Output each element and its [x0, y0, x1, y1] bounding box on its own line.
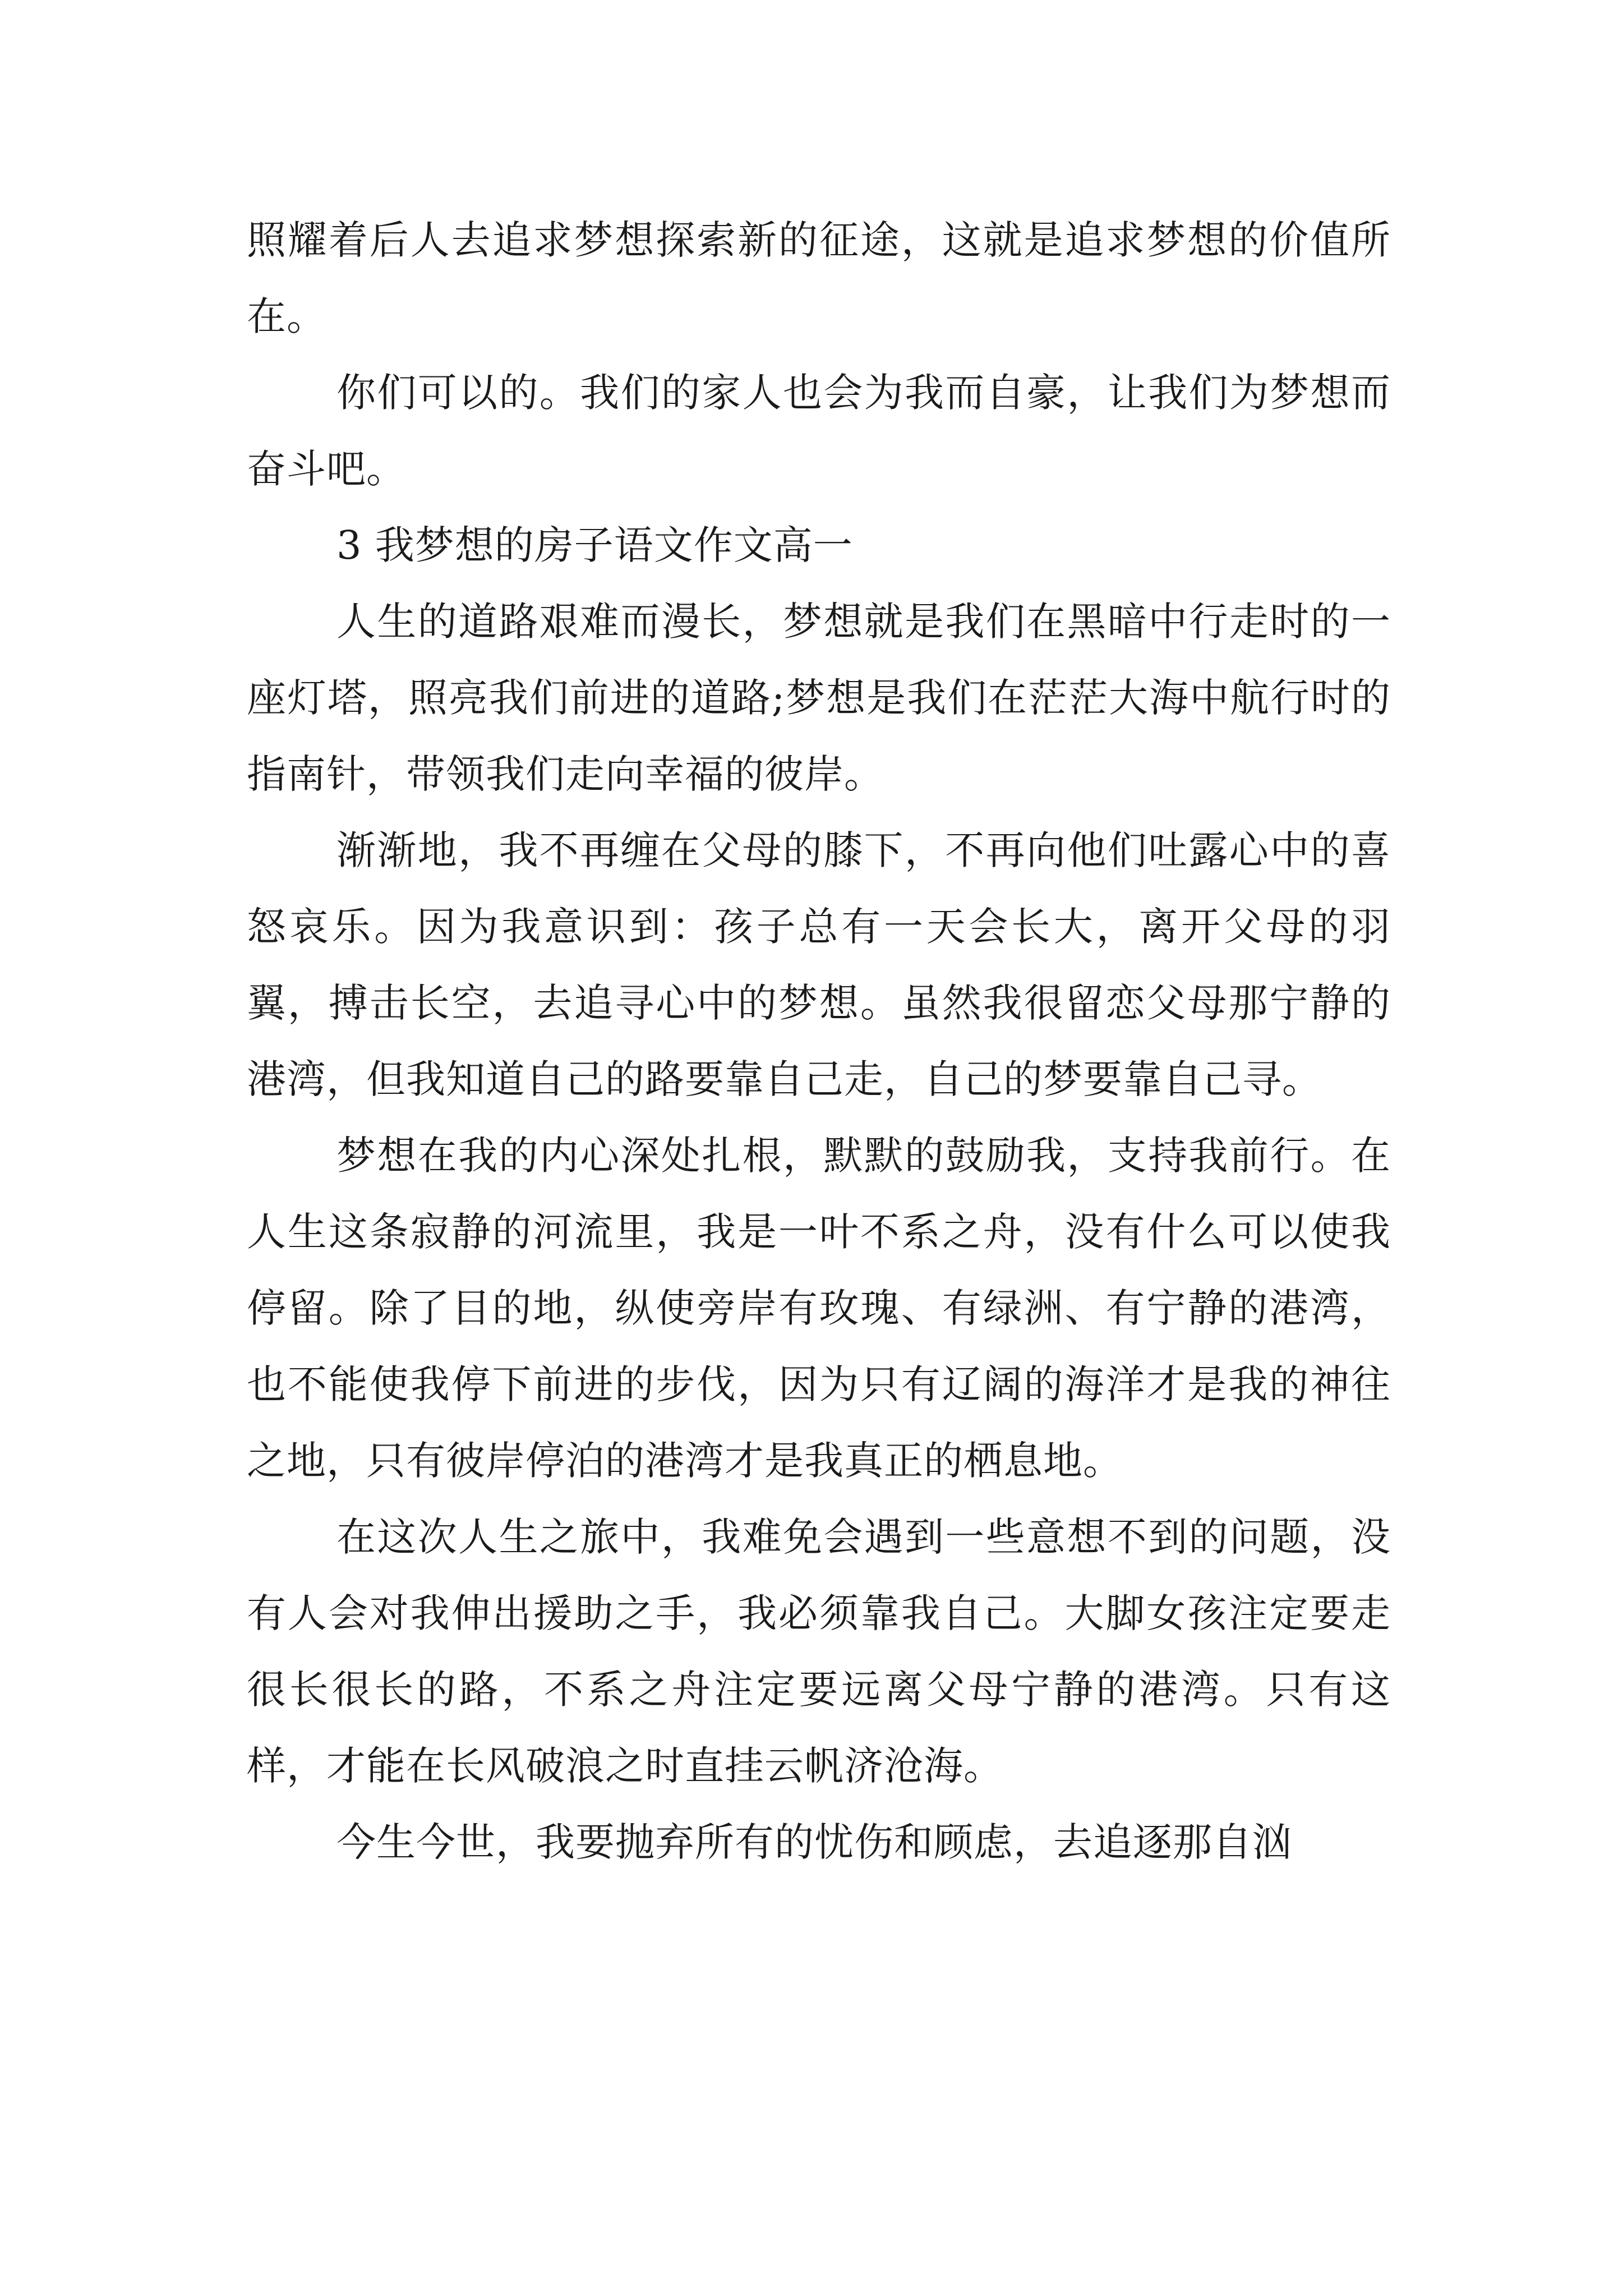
- document-body: [247, 202, 1391, 1880]
- section-heading: 3 我梦想的房子语文作文高一: [336, 522, 853, 568]
- paragraph: 今生今世，我要抛弃所有的忧伤和顾虑，去追逐那自汹: [336, 1819, 1292, 1865]
- paragraph: 渐渐地，我不再缠在父母的膝下，不再向他们吐露心中的喜怒哀乐。因为我意识到：孩子总有一天会长大，离开父母的羽翼，搏击长空，去追寻心中的梦想。虽然我很留恋父母那宁静的港湾，但我知道自己的路要靠自己走，自己的梦要靠自己寻。: [247, 827, 1391, 1102]
- paragraph-continuation: 照耀着后人去追求梦想探索新的征途，这就是追求梦想的价值所在。: [247, 217, 1391, 339]
- paragraph: 你们可以的。我们的家人也会为我而自豪，让我们为梦想而奋斗吧。: [247, 370, 1391, 492]
- paragraph: 人生的道路艰难而漫长，梦想就是我们在黑暗中行走时的一座灯塔，照亮我们前进的道路;梦想是我们在茫茫大海中航行时的指南针，带领我们走向幸福的彼岸。: [247, 599, 1391, 797]
- paragraph: 在这次人生之旅中，我难免会遇到一些意想不到的问题，没有人会对我伸出援助之手，我必须靠我自己。大脚女孩注定要走很长很长的路，不系之舟注定要远离父母宁静的港湾。只有这样，才能在长风破浪之时直挂云帆济沧海。: [247, 1514, 1391, 1789]
- paragraph: 梦想在我的内心深处扎根，默默的鼓励我，支持我前行。在人生这条寂静的河流里，我是一叶不系之舟，没有什么可以使我停留。除了目的地，纵使旁岸有玫瑰、有绿洲、有宁静的港湾，也不能使我停下前进的步伐，因为只有辽阔的海洋才是我的神往之地，只有彼岸停泊的港湾才是我真正的栖息地。: [247, 1133, 1391, 1484]
